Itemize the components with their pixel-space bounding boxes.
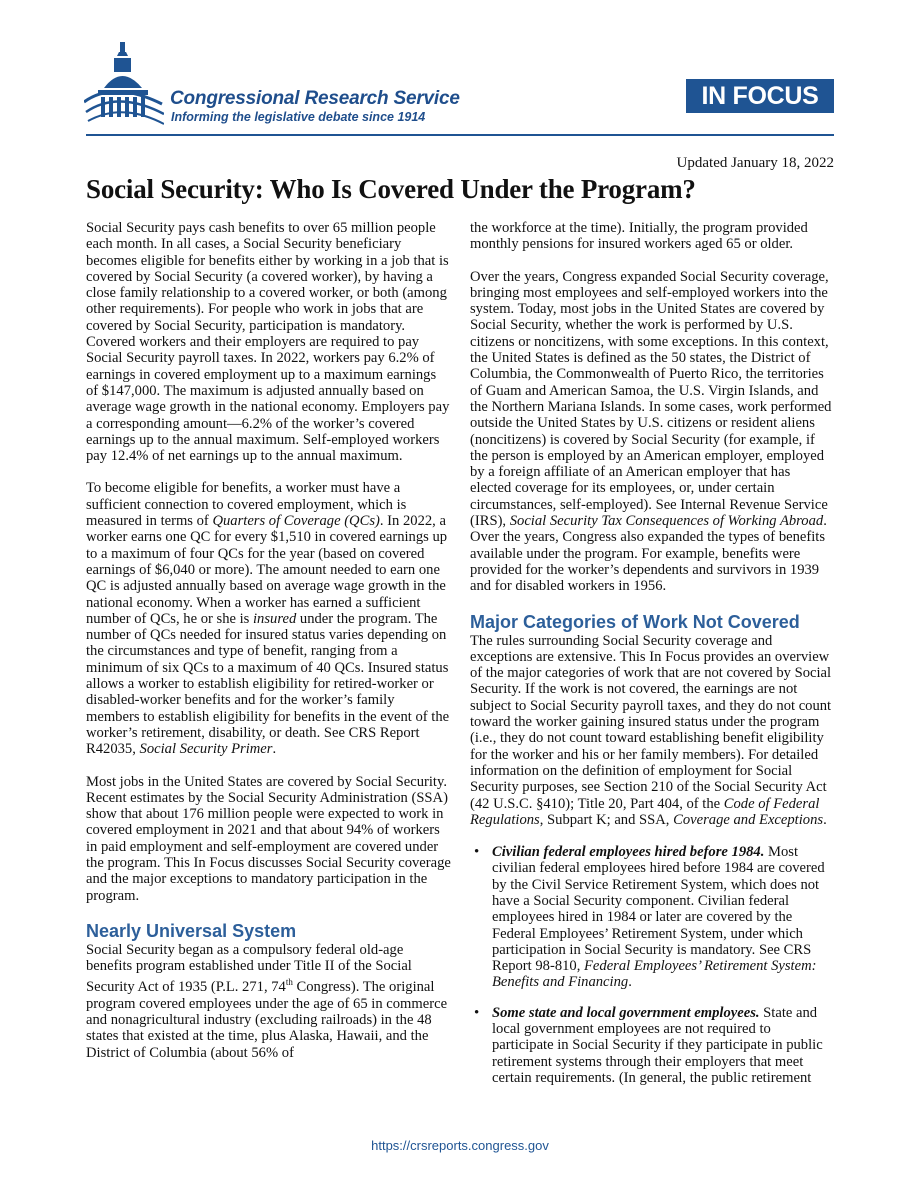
paragraph: Over the years, Congress expanded Social Security coverage, bringing most employees and self-employed workers into the system. Today, most jobs in the United States are covered by Social Security, whether the work is performed by U.S. citizens or noncitizens, with some exceptions. In this context, the United States is defined as the 50 states, the District of Columbia, the Commonwealth of Puerto Rico, the territories of Guam and American Samoa, the U.S. Virgin Islands, and the Northern Mariana Islands. In some cases, work performed outside the United States by U.S. citizens or resident aliens (noncitizens) is covered by Social Security (for example, if the person is employed by an American employer, employed by a foreign affiliate of an American employer that has elected coverage for its employees, or, under certain circumstances, self-employed). See Internal Revenue Service (IRS), Social Security Tax Consequences of Working Abroad. Over the years, Congress also expanded the types of benefits available under the program. For example, benefits were provided for the worker’s dependents and survivors in 1939 and for disabled workers in 1956. (470, 268, 832, 595)
footer-url[interactable]: https://crsreports.congress.gov (371, 1138, 549, 1153)
primer-reference: Social Security Primer (139, 741, 273, 758)
right-column (470, 220, 835, 1100)
paragraph: the workforce at the time). Initially, the program provided monthly pensions for insured workers aged 65 or older. (470, 220, 808, 253)
page-header (0, 0, 920, 140)
header-divider (86, 134, 834, 136)
capitol-dome-icon (84, 40, 164, 130)
paragraph: Social Security pays cash benefits to over 65 million people each month. In all cases, a Social Security beneficiary becomes eligible for benefits either by working in a job that is covered by Social Security (a covered worker), by having a close family relationship to a covered worker, or both (among other requirements). For people who work in jobs that are covered by Social Security, participation is mandatory. Covered workers and their employers are required to pay Social Security payroll taxes. In 2022, workers pay 6.2% of earnings in covered employment up to a maximum earnings of $147,000. The maximum is adjusted annually based on average wage growth in the national economy. Employers pay a corresponding amount—6.2% of the worker’s covered earnings up to the annual maximum. Self-employed workers pay 12.4% of net earnings up to the annual maximum. (86, 220, 450, 465)
insured-term: insured (253, 610, 297, 627)
list-item: • Civilian federal employees hired before 1984. Most civilian federal employees hired before 1984 are covered by the Civil Service Retirement System, which does not have a Social Security component. Civilian federal employees hired in 1984 or later are covered by the Federal Employees’ Retirement System, under which participation in Social Security is mandatory. See CRS Report 98-810, Federal Employees’ Retirement System: Benefits and Financing. (470, 844, 835, 991)
exceptions-list (470, 844, 835, 1086)
fers-reference: Federal Employees’ Retirement System: Benefits and Financing (492, 958, 817, 991)
coverage-reference: Coverage and Exceptions (673, 811, 824, 828)
paragraph: To become eligible for benefits, a worker must have a sufficient connection to covered employment, which is measured in terms of Quarters of Coverage (QCs). In 2022, a worker earns one QC for every $1,510 in covered earnings up to a maximum of four QCs for the year (based on covered earnings of $6,040 or more). The amount needed to earn one QC is adjusted annually based on average wage growth in the national economy. When a worker has earned a sufficient number of QCs, he or she is insured under the program. The number of QCs needed for insured status varies depending on the circumstances and type of benefit, ranging from a minimum of six QCs to a maximum of 40 QCs. Insured status allows a worker to establish eligibility for retired-worker or disabled-worker benefits and for the worker’s family members to establish eligibility for benefits in the event of the worker’s retirement, disability, or death. See CRS Report R42035, Social Security Primer. (86, 480, 450, 758)
section-heading-categories: Major Categories of Work Not Covered (470, 611, 800, 632)
paragraph: The rules surrounding Social Security coverage and exceptions are extensive. This In Focus provides an overview of the major categories of work that are not covered by Social Security. If the work is not covered, the earnings are not subject to Social Security payroll taxes, and they do not count toward the worker gaining insured status under the program (i.e., they do not count toward establishing benefit eligibility for the worker and his or her family members). For detailed information on the definition of employment for Social Security purposes, see Section 210 of the Social Security Act (42 U.S.C. §410); Title 20, Part 404, of the Code of Federal Regulations, Subpart K; and SSA, Coverage and Exceptions. (470, 632, 832, 828)
qc-term: Quarters of Coverage (QCs) (212, 513, 380, 530)
updated-date: Updated January 18, 2022 (676, 155, 834, 171)
left-column (86, 220, 451, 1077)
cfr-reference: Code of Federal Regulations (470, 795, 820, 828)
paragraph: Most jobs in the United States are covered by Social Security. Recent estimates by the Social Security Administration (SSA) show that about 176 million people were expected to work in covered employment in 2021 and that about 94% of workers in paid employment and self-employment are covered under the program. This In Focus discusses Social Security coverage and the major exceptions to mandatory participation in the program. (86, 773, 451, 904)
page-title: Social Security: Who Is Covered Under the Program? (86, 174, 696, 204)
section-heading-universal: Nearly Universal System (86, 920, 297, 941)
irs-reference: Social Security Tax Consequences of Working Abroad (509, 513, 824, 530)
list-item: • Some state and local government employees. State and local government employees are not required to participate in Social Security if they participate in public retirement systems through their employers that meet certain requirements. (In general, the public retirement (470, 1005, 835, 1086)
paragraph: Social Security began as a compulsory federal old-age benefits program established under Title II of the Social Security Act of 1935 (P.L. 271, 74th Congress). The original program covered employees under the age of 65 in commerce and nonagricultural industry (excluding railroads) in the 48 states that existed at the time, plus Alaska, Hawaii, and the District of Columbia (about 56% of (86, 941, 448, 1061)
org-name: Congressional Research Service (170, 88, 460, 109)
in-focus-badge: IN FOCUS (686, 79, 834, 113)
org-tagline: Informing the legislative debate since 1914 (171, 110, 426, 124)
